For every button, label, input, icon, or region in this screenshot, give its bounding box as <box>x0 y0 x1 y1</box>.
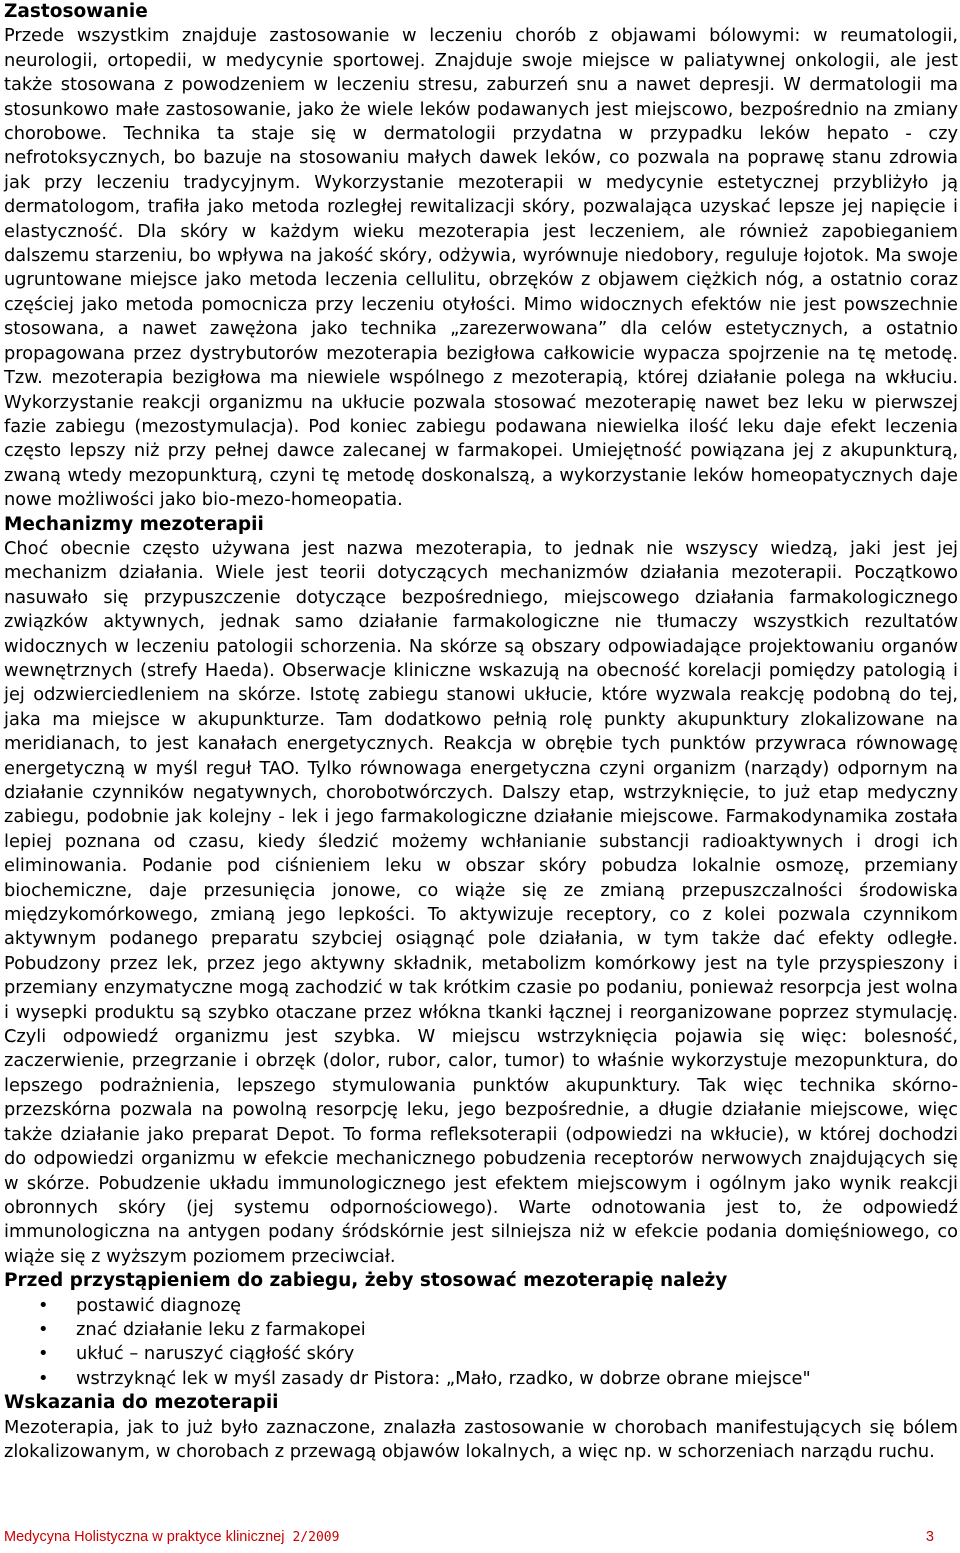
bullet-icon: • <box>38 1343 49 1365</box>
bullet-icon: • <box>38 1318 49 1340</box>
list-item-text: wstrzyknąć lek w myśl zasady dr Pistora: „Mało, rzadko, w dobrze obrane miejsce" <box>76 1367 811 1389</box>
page-number: 3 <box>925 1529 934 1545</box>
journal-title: Medycyna Holistyczna w praktyce klinicznej <box>4 1529 285 1545</box>
paragraph-mechanizmy: Choć obecnie często używana jest nazwa mezoterapia, to jednak nie wszyscy wiedzą, jaki jest jej mechanizm działania. Wiele jest teorii dotyczących mechanizmów działania mezoterapii. Początkowo nasuwało się przypuszczenie dotyczące bezpośredniego, miejscowego działania farmakologicznego związków aktywnych, jednak samo działanie farmakologiczne nie tłumaczy wszystkich rezultatów widocznych w leczeniu patologii schorzenia. Na skórze są obszary odpowiadające projektowaniu organów wewnętrznych (strefy Haeda). Obserwacje kliniczne wskazują na obecność korelacji pomiędzy patologią i jej odzwierciedleniem na skórze. Istotę zabiegu stanowi ukłucie, które wyzwala reakcję podobną do tej, jaka ma miejsce w akupunkturze. Tam dodatkowo pełnią rolę punkty akupunktury zlokalizowane na meridianach, to jest kanałach energetycznych. Reakcja w obrębie tych punktów przywraca równowagę energetyczną w myśl reguł TAO. Tylko równowaga energetyczna czyni organizm (narządy) odpornym na działanie czynników negatywnych, chorobotwórczych. Dalszy etap, wstrzyknięcie, to już etap medyczny zabiegu, podobnie jak kolejny - lek i jego farmakologiczne działanie miejscowe. Farmakodynamika została lepiej poznana od czasu, kiedy śledzić możemy wchłanianie substancji radioaktywnych i drogi ich eliminowania. Podanie pod ciśnieniem leku w obszar skóry pobudza lokalnie osmozę, przemiany biochemiczne, daje przesunięcia jonowe, co wiąże się ze zmianą przepuszczalności środowiska międzykomórkowego, zmianą jego lepkości. To aktywizuje receptory, co z kolei pozwala czynnikom aktywnym podanego preparatu szybciej osiągnąć pole działania, w tym także dać efekty odległe. Pobudzony przez lek, przez jego aktywny składnik, metabolizm komórkowy jest na tyle przyspieszony i przemiany enzymatyczne mogą zachodzić w tak krótkim czasie po podaniu, ponieważ resorpcja jest wolna i wysepki produktu są szybko otaczane przez włókna tkanki łącznej i reorganizowane poprzez stymulację. Czyli odpowiedź organizmu jest szybka. W miejscu wstrzyknięcia pojawia się więc: bolesność, zaczerwienie, przegrzanie i obrzęk (dolor, rubor, calor, tumor) to właśnie wykorzystuje mezopunktura, do lepszego podrażnienia, lepszego stymulowania punktów akupunktury. Tak więc technika skórno-przezskórna pozwala na powolną resorpcję leku, jego bezpośrednie, a długie działanie miejscowe, więc także działanie jako preparat Depot. To forma refleksoterapii (odpowiedzi na wkłucie), w której dochodzi do odpowiedzi organizmu w efekcie mechanicznego pobudzenia receptorów nerwowych znajdujących się w skórze. Pobudzenie układu immunologicznego jest efektem miejscowym i ogólnym jako wynik reakcji obronnych skóry (jej systemu odpornościowego). Warte odnotowania jest to, że odpowiedź immunologiczna na antygen podany śródskórnie jest silniejsza niż w efekcie podania domięśniowego, co wiąże się z wyższym poziomem przeciwciał. <box>4 537 958 1267</box>
list-item <box>4 1367 958 1391</box>
list-item <box>4 1294 958 1318</box>
list-item-text: znać działanie leku z farmakopei <box>76 1318 366 1340</box>
bullet-icon: • <box>38 1294 49 1316</box>
section-heading-wskazania: Wskazania do mezoterapii <box>4 1392 279 1414</box>
list-item-text: ukłuć – naruszyć ciągłość skóry <box>76 1343 355 1365</box>
section-heading-zastosowanie: Zastosowanie <box>4 1 148 22</box>
section-heading-przed-zabiegiem: Przed przystąpieniem do zabiegu, żeby stosować mezoterapię należy <box>4 1270 728 1292</box>
paragraph-wskazania: Mezoterapia, jak to już było zaznaczone, znalazła zastosowanie w chorobach manifestujących się bólem zlokalizowanym, w chorobach z przewagą objawów lokalnych, a więc np. w schorzeniach narządu ruchu. <box>4 1416 958 1462</box>
article-page <box>4 0 958 1464</box>
list-item-text: postawić diagnozę <box>76 1294 242 1316</box>
requirements-list <box>4 1294 958 1392</box>
paragraph-zastosowanie: Przede wszystkim znajduje zastosowanie w leczeniu chorób z objawami bólowymi: w reumatologii, neurologii, ortopedii, w medycynie sportowej. Znajduje swoje miejsce w paliatywnej onkologii, ale jest także stosowana z powodzeniem w leczeniu stresu, zaburzeń snu a nawet depresji. W dermatologii ma stosunkowo małe zastosowanie, jako że wiele leków podawanych jest miejscowo, bezpośrednio na zmiany chorobowe. Technika ta staje się w dermatologii przydatna w przypadku leków hepato - czy nefrotoksycznych, bo bazuje na stosowaniu małych dawek leków, co pozwala na poprawę stanu zdrowia jak przy leczeniu tradycyjnym. Wykorzystanie mezoterapii w medycynie estetycznej przybliżyło ją dermatologom, trafiła jako metoda rozległej rewitalizacji skóry, pozwalająca uzyskać lepsze jej napięcie i elastyczność. Dla skóry w każdym wieku mezoterapia jest leczeniem, ale również zapobieganiem dalszemu starzeniu, bo wpływa na jakość skóry, odżywia, wyrównuje niedobory, reguluje łojotok. Ma swoje ugruntowane miejsce jako metoda leczenia cellulitu, obrzęków z objawem ciężkich nóg, a ostatnio coraz częściej jako metoda pomocnicza przy leczeniu otyłości. Mimo widocznych efektów nie jest powszechnie stosowana, a nawet zawężona jako technika „zarezerwowana” dla celów estetycznych, a ostatnio propagowana przez dystrybutorów mezoterapia bezigłowa całkowicie wypacza spojrzenie na tę metodę. Tzw. mezoterapia bezigłowa ma niewiele wspólnego z mezoterapią, której działanie polega na wkłuciu. Wykorzystanie reakcji organizmu na ukłucie pozwala stosować mezoterapię nawet bez leku w pierwszej fazie zabiegu (mezostymulacja). Pod koniec zabiegu podawana niewielka ilość leku daje efekt leczenia często lepszy niż przy pełnej dawce zalecanej w farmakopei. Umiejętność powiązana jej z akupunkturą, zwaną wtedy mezopunkturą, czyni tę metodę doskonalszą, a wykorzystanie leków homeopatycznych daje nowe możliwości jako bio-mezo-homeopatia. <box>4 25 958 511</box>
bullet-icon: • <box>38 1367 49 1389</box>
list-item <box>4 1318 958 1342</box>
page-footer <box>4 1526 934 1548</box>
section-heading-mechanizmy: Mechanizmy mezoterapii <box>4 513 264 535</box>
issue-number: 2/2009 <box>292 1530 340 1545</box>
list-item <box>4 1342 958 1366</box>
